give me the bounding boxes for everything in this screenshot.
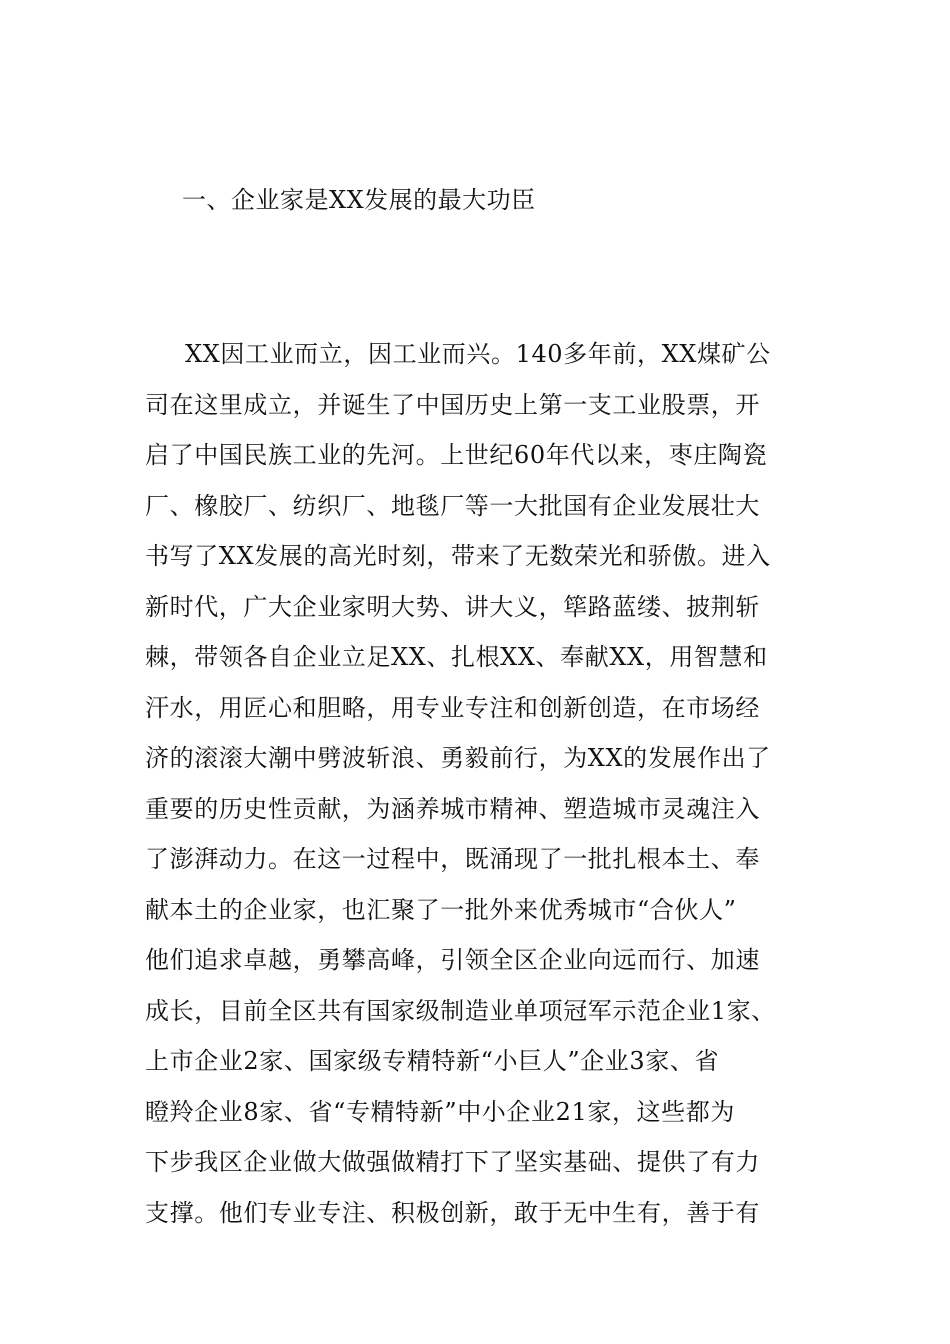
- paragraph-line: 上市企业2家、国家级专精特新“小巨人”企业3家、省: [145, 1047, 720, 1075]
- paragraph-line: XX因工业而立，因工业而兴。140多年前，XX煤矿公: [185, 340, 771, 368]
- paragraph-line: 新时代，广大企业家明大势、讲大义，筚路蓝缕、披荆斩: [145, 592, 760, 621]
- paragraph-line: 厂、橡胶厂、纺织厂、地毯厂等一大批国有企业发展壮大: [145, 491, 760, 520]
- paragraph-line: 他们追求卓越，勇攀高峰，引领全区企业向远而行、加速: [145, 946, 760, 974]
- body-paragraph: [145, 329, 825, 1238]
- paragraph-line: 汗水，用匠心和胆略，用专业专注和创新创造，在市场经: [145, 693, 760, 722]
- paragraph-line: 司在这里成立，并诞生了中国历史上第一支工业股票，开: [145, 390, 760, 419]
- paragraph-line: 了澎湃动力。在这一过程中，既涌现了一批扎根本土、奉: [145, 845, 760, 873]
- paragraph-line: 成长，目前全区共有国家级制造业单项冠军示范企业1家、: [145, 996, 776, 1025]
- paragraph-line: 下步我区企业做大做强做精打下了坚实基础、提供了有力: [145, 1148, 760, 1176]
- paragraph-line: 济的滚滚大潮中劈波斩浪、勇毅前行，为XX的发展作出了: [145, 744, 771, 772]
- paragraph-line: 启了中国民族工业的先河。上世纪60年代以来，枣庄陶瓷: [145, 441, 768, 469]
- paragraph-line: 棘，带领各自企业立足XX、扎根XX、奉献XX，用智慧和: [145, 643, 768, 671]
- paragraph-line: 重要的历史性贡献，为涵养城市精神、塑造城市灵魂注入: [145, 794, 760, 823]
- paragraph-line: 献本土的企业家，也汇聚了一批外来优秀城市“合伙人”: [145, 895, 737, 924]
- paragraph-line: 瞪羚企业8家、省“专精特新”中小企业21家，这些都为: [145, 1097, 735, 1126]
- section-heading: 一、企业家是XX发展的最大功臣: [182, 186, 536, 214]
- paragraph-line: 支撑。他们专业专注、积极创新，敢于无中生有，善于有: [145, 1198, 760, 1227]
- paragraph-line: 书写了XX发展的高光时刻，带来了无数荣光和骄傲。进入: [145, 542, 771, 570]
